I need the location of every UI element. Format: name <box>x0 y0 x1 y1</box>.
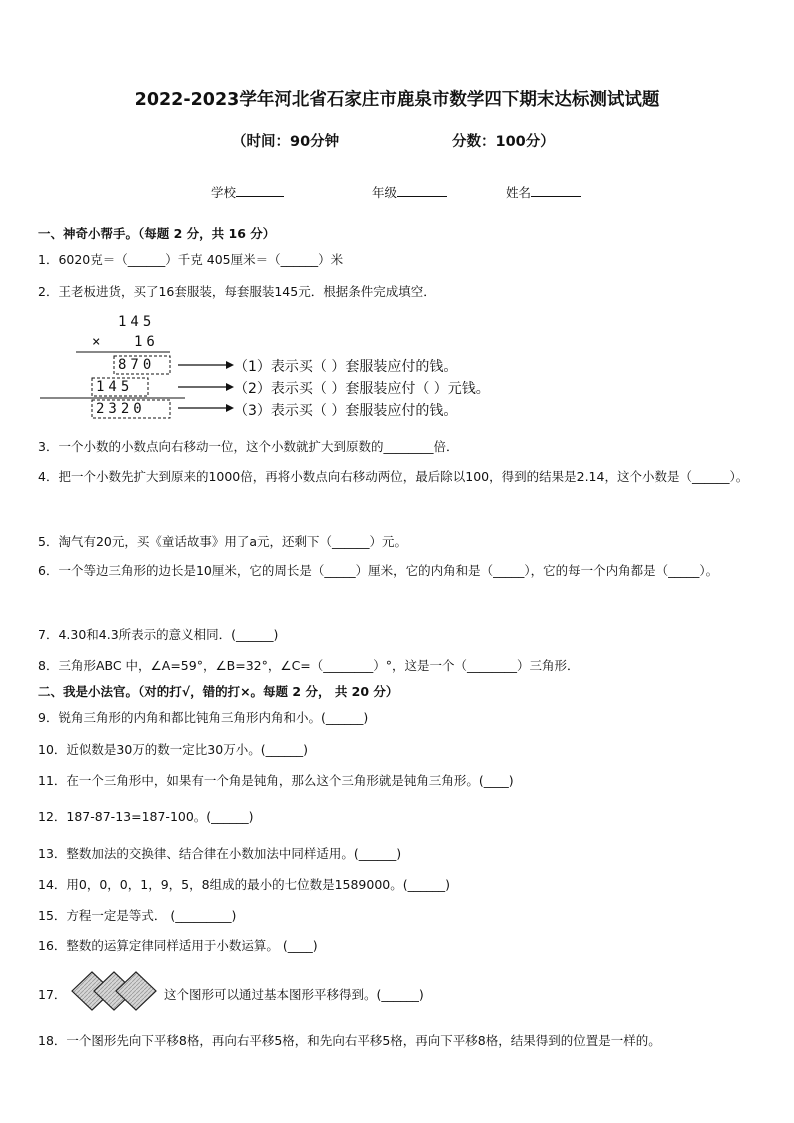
grade-blank[interactable] <box>397 184 447 197</box>
grade-label: 年级 <box>372 185 398 200</box>
question-18: 18．一个图形先向下平移8格，再向右平移5格，和先向右平移5格，再向下平移8格，结果得到的位置是一样的。 <box>38 1033 661 1048</box>
arrow-2-head <box>226 383 234 391</box>
explain-2: （2）表示买（ ）套服装应付（ ）元钱。 <box>234 381 490 397</box>
question-11: 11．在一个三角形中，如果有一个角是钝角，那么这个三角形就是钝角三角形。(____) <box>38 773 514 788</box>
question-16: 16．整数的运算定律同样适用于小数运算。 (____) <box>38 938 318 953</box>
multiplier: 16 <box>134 334 159 350</box>
question-14: 14．用0，0，0，1，9，5，8组成的最小的七位数是1589000。(______) <box>38 877 451 892</box>
section-2-heading: 二、我是小法官。（对的打√，错的打×。每题 2 分， 共 20 分） <box>38 684 399 699</box>
exam-score: 分数：100分） <box>452 134 555 150</box>
exam-time: （时间：90分钟 <box>232 134 340 150</box>
grade-field[interactable] <box>372 183 447 201</box>
arrow-1-head <box>226 361 234 369</box>
name-field[interactable] <box>506 183 581 201</box>
question-5: 5．淘气有20元，买《童话故事》用了a元，还剩下（______）元。 <box>38 534 408 549</box>
question-1: 1．6020克＝（______）千克 405厘米＝（______）米 <box>38 252 344 267</box>
explain-3: （3）表示买（ ）套服装应付的钱。 <box>234 403 458 419</box>
section-1-heading: 一、神奇小帮手。（每题 2 分，共 16 分） <box>38 226 276 241</box>
question-12: 12．187-87-13=187-100。(______) <box>38 809 254 824</box>
explain-1: （1）表示买（ ）套服装应付的钱。 <box>234 359 458 375</box>
school-blank[interactable] <box>236 184 284 197</box>
question-9: 9．锐角三角形的内角和都比钝角三角形内角和小。(______) <box>38 710 369 725</box>
school-field[interactable] <box>211 183 284 201</box>
question-13: 13．整数加法的交换律、结合律在小数加法中同样适用。(______) <box>38 846 402 861</box>
question-17-number: 17． <box>38 987 67 1002</box>
final-product: 2320 <box>96 401 146 417</box>
times-sign: × <box>92 334 105 350</box>
question-3: 3．一个小数的小数点向右移动一位，这个小数就扩大到原数的________倍． <box>38 439 459 454</box>
name-label: 姓名 <box>506 185 532 200</box>
question-4: 4．把一个小数先扩大到原来的1000倍，再将小数点向右移动两位，最后除以100，得到的结果是2.14，这个小数是（______）。 <box>38 469 749 484</box>
question-17: 这个图形可以通过基本图形平移得到。(______) <box>164 987 424 1002</box>
name-blank[interactable] <box>531 184 581 197</box>
question-10: 10．近似数是30万的数一定比30万小。(______) <box>38 742 308 757</box>
question-7: 7．4.30和4.3所表示的意义相同．(______) <box>38 627 279 642</box>
partial-product-1: 870 <box>118 357 156 373</box>
arrow-3-head <box>226 404 234 412</box>
question-6: 6．一个等边三角形的边长是10厘米，它的周长是（_____）厘米，它的内角和是（_____），它的每一个内角都是（_____）。 <box>38 563 719 578</box>
page-title: 2022-2023学年河北省石家庄市鹿泉市数学四下期末达标测试试题 <box>134 90 660 110</box>
partial-product-2: 145 <box>96 379 134 395</box>
question-2: 2．王老板进货，买了16套服装，每套服装145元．根据条件完成填空． <box>38 284 436 299</box>
diamond-pattern-figure <box>68 970 164 1016</box>
multiplicand: 145 <box>118 314 156 330</box>
question-8: 8．三角形ABC 中，∠A=59°，∠B=32°，∠C=（________）°，这是一个（________）三角形． <box>38 658 580 673</box>
multiplication-diagram <box>40 310 580 425</box>
question-15: 15．方程一定是等式． (_________) <box>38 908 237 923</box>
school-label: 学校 <box>211 185 237 200</box>
